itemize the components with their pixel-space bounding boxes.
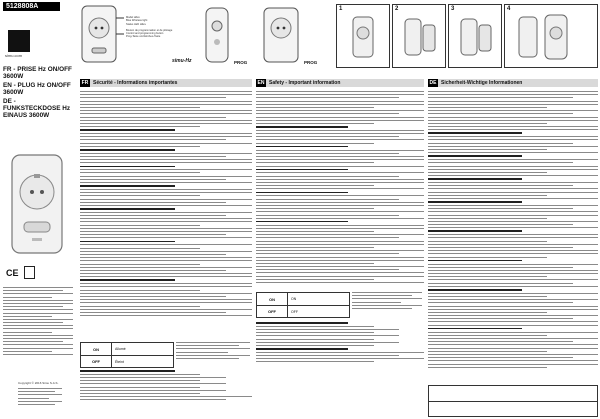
product-title-de: DE - FUNKSTECKDOSE Hz EINAUS 3600W (3, 98, 71, 119)
product-title-fr: FR - PRISE Hz ON/OFF 3600W (3, 66, 72, 80)
de-state-table (428, 385, 598, 417)
step-panel-3 (448, 4, 502, 68)
prog-label-1: PROG (234, 60, 248, 65)
plug-product-image (4, 150, 70, 260)
section-code-de: DE (429, 80, 437, 86)
legend-item-1: Model Hdev (126, 16, 140, 19)
section-header-fr (80, 79, 252, 87)
en-table-notes (352, 292, 422, 318)
prog-label-2: PROG (304, 60, 318, 65)
weee-bin-icon (24, 266, 35, 279)
step-panel-2 (392, 4, 446, 68)
fr-table-state-off: OFF (81, 356, 112, 367)
en-specs-text (256, 322, 424, 382)
section-header-de (428, 79, 598, 87)
fr-specs-text (80, 370, 252, 416)
en-body-text (256, 91, 424, 286)
section-title-fr: Sécurité - Informations importantes (93, 80, 178, 86)
legend-sub-2: Control and programming button (126, 32, 164, 36)
fr-table-desc-off: Éteint (115, 359, 124, 364)
simu-logo (8, 30, 30, 52)
step-number-4: 4 (507, 6, 511, 12)
fr-table-desc-on: Allumé (115, 347, 126, 351)
section-title-de: Sicherheit-Wichtige Informationen (441, 80, 523, 86)
en-table-state-off: OFF (257, 306, 288, 317)
section-code-en: EN (257, 80, 265, 86)
de-body-text (428, 91, 598, 381)
legend-sub-3: Prog-Taste und Ein/Aus-Taste (126, 35, 161, 39)
step-panel-4 (504, 4, 598, 68)
product-diagram-front (78, 4, 126, 64)
fr-body-text (80, 91, 252, 339)
section-title-en: Safety - Important information (269, 80, 341, 86)
cover-text-block (3, 287, 73, 379)
en-state-table (256, 292, 350, 318)
step-panel-1 (336, 4, 390, 68)
step-number-3: 3 (451, 6, 455, 12)
address-block (18, 388, 62, 416)
fr-table-state-on: ON (81, 343, 112, 355)
en-table-desc-on: ON (291, 297, 297, 301)
legend-item-2: Blue Wireless light (126, 19, 148, 23)
brand-small: simu.com (5, 53, 23, 58)
product-title-en: EN - PLUG Hz ON/OFF 3600W (3, 82, 71, 96)
step-number-2: 2 (395, 6, 399, 12)
en-table-desc-off: OFF (291, 309, 298, 314)
brand-mid: simu-Hz (172, 58, 192, 64)
section-code-fr: FR (81, 80, 89, 86)
remote-diagram (200, 4, 234, 66)
copyright-text: Copyright © 2016 Simu S.A.S. (18, 381, 59, 385)
fr-state-table (80, 342, 174, 368)
step-number-1: 1 (339, 6, 343, 12)
legend-list (126, 16, 186, 39)
legend-item-3: Status LED Hdev (126, 22, 146, 26)
legend-sub-1: Bouton de programmation et de pilotage (126, 28, 173, 32)
ref-code-badge: 5128808A (3, 2, 60, 11)
en-table-state-on: ON (257, 293, 288, 305)
section-header-en (256, 79, 424, 87)
plug-diagram-2 (260, 4, 304, 66)
ce-mark-icon: CE (6, 268, 19, 278)
fr-table-notes (176, 342, 250, 368)
